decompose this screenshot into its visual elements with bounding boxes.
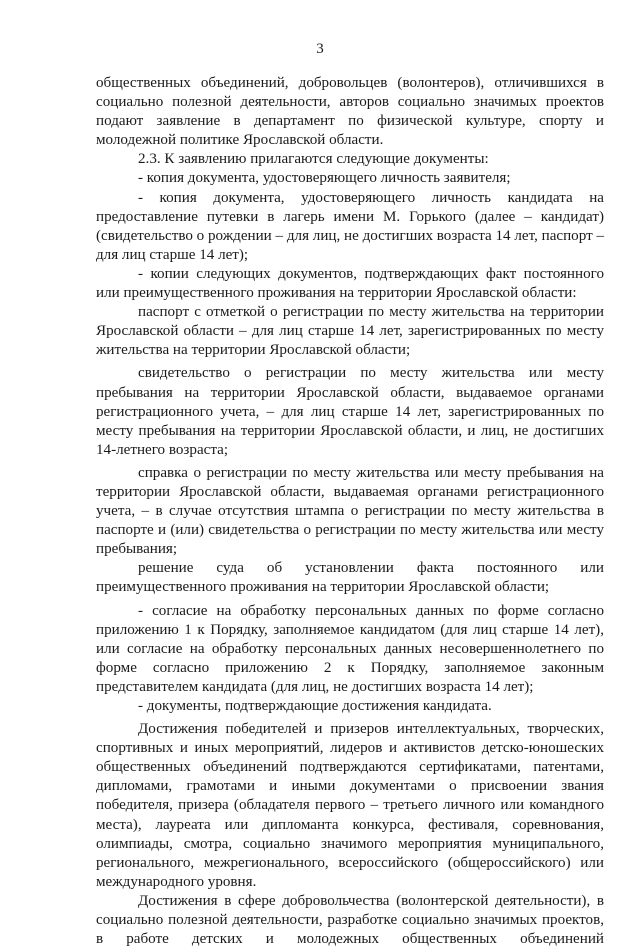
paragraph: - согласие на обработку персональных данных по форме согласно приложению 1 к Порядку, заполняемое кандидатом (для лиц старше 14 лет), или согласие на обработку персональных данных несовершеннолетнего по форме согласно приложению 2 к Порядку, заполняемое законным представителем кандидата (для лиц, не достигших возраста 14 лет); [96, 602, 604, 695]
paragraph: Достижения в сфере добровольчества (волонтерской деятельности), в социально полезной деятельности, разработке социально значимых проектов, в работе детских и молодежных общественных объединений [96, 892, 604, 948]
page-number: 3 [316, 41, 324, 57]
paragraph: - документы, подтверждающие достижения кандидата. [138, 698, 492, 714]
paragraph: общественных объединений, добровольцев (волонтеров), отличившихся в социально полезной деятельности, авторов социально значимых проектов подают заявление в департамент по физической культуре, спорту и молодежной политике Ярославской области. [96, 75, 604, 149]
paragraph: паспорт с отметкой о регистрации по месту жительства на территории Ярославской области – для лиц старше 14 лет, зарегистрированных по месту жительства на территории Ярославской области; [96, 304, 604, 359]
paragraph: справка о регистрации по месту жительства или месту пребывания на территории Ярославской области, выдаваемая органами регистрационного учета, – в случае отсутствия штампа о регистрации по месту жительства в паспорте и (или) свидетельства о регистрации по месту жительства или месту пребывания; [96, 464, 604, 558]
paragraph: - копия документа, удостоверяющего личность кандидата на предоставление путевки в лагерь имени М. Горького (далее – кандидат) (свидетельство о рождении – для лиц, не достигших возраста 14 лет, паспорт – для лиц старше 14 лет); [96, 189, 604, 263]
paragraph: свидетельство о регистрации по месту жительства или месту пребывания на территории Ярославской области, выдаваемое органами регистрационного учета, – для лиц старше 14 лет, зарегистрированных по месту пребывания на территории Ярославской области, и лиц, не достигших 14-летнего возраста; [96, 365, 604, 458]
paragraph: решение суда об установлении факта постоянного или преимущественного проживания на территории Ярославской области; [96, 560, 604, 596]
document-body [96, 74, 604, 949]
paragraph: - копии следующих документов, подтверждающих факт постоянного или преимущественного проживания на территории Ярославской области: [96, 265, 604, 302]
paragraph: - копия документа, удостоверяющего личность заявителя; [138, 170, 511, 187]
paragraph: Достижения победителей и призеров интеллектуальных, творческих, спортивных и иных мероприятий, лидеров и активистов детско-юношеских общественных объединений подтверждаются сертификатами, патентами, дипломами, грамотами и иными документами о присвоении звания победителя, призера (обладателя первого – третьего личного или командного места), лауреата или дипломанта конкурса, фестиваля, соревнования, олимпиады, смотра, социально значимого мероприятия муниципального, регионального, межрегионального, всероссийского (общероссийского) или международного уровня. [96, 721, 604, 890]
paragraph: 2.3. К заявлению прилагаются следующие документы: [138, 151, 489, 168]
